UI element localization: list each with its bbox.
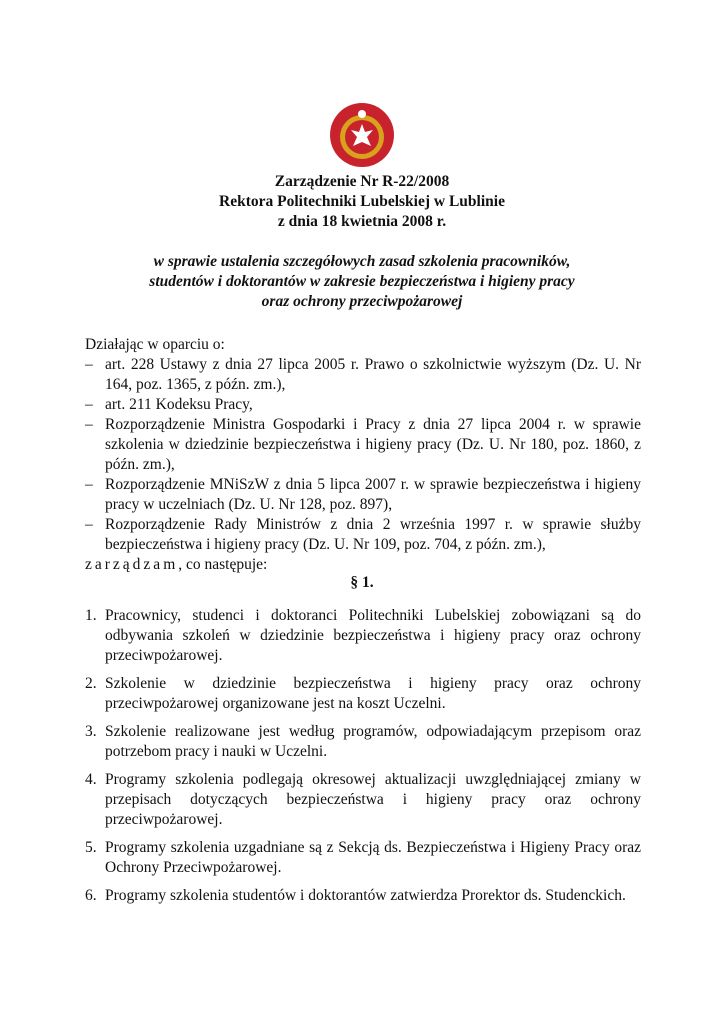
title-line-3: z dnia 18 kwietnia 2008 r. xyxy=(277,213,447,230)
point-text: Programy szkolenia studentów i doktorantów zatwierdza Prorektor ds. Studenckich. xyxy=(105,887,626,904)
basis-text: Rozporządzenie MNiSzW z dnia 5 lipca 2007 r. w sprawie bezpieczeństwa i higieny pracy w uczelniach (Dz. U. Nr 128, poz. 897), xyxy=(105,476,641,513)
list-item: 2. Szkolenie w dziedzinie bezpieczeństwa i higieny pracy oraz ochrony przeciwpożarowej organizowane jest na koszt Uczelni. xyxy=(85,675,641,712)
document-title xyxy=(0,172,724,232)
list-item: – art. 211 Kodeksu Pracy, xyxy=(85,396,253,413)
list-item: 6. Programy szkolenia studentów i doktorantów zatwierdza Prorektor ds. Studenckich. xyxy=(85,887,626,904)
basis-text: art. 228 Ustawy z dnia 27 lipca 2005 r. Prawo o szkolnictwie wyższym (Dz. U. Nr 164, poz. 1365, z późn. zm.), xyxy=(105,356,641,393)
points-list xyxy=(85,606,641,906)
basis-text: art. 211 Kodeksu Pracy, xyxy=(105,396,253,413)
list-item: 4. Programy szkolenia podlegają okresowej aktualizacji uwzględniającej zmiany w przepisach dotyczących bezpieczeństwa i higieny pracy oraz ochrony przeciwpożarowej. xyxy=(85,771,641,828)
university-emblem-icon xyxy=(329,102,395,168)
subject-line-3: oraz ochrony przeciwpożarowej xyxy=(261,293,463,310)
order-rest: , co następuje: xyxy=(178,556,268,573)
basis-text: Rozporządzenie Ministra Gospodarki i Pracy z dnia 27 lipca 2004 r. w sprawie szkolenia w dziedzinie bezpieczeństwa i higieny pracy (Dz. U. Nr 180, poz. 1860, z późn. zm.), xyxy=(105,416,641,473)
subject-line-1: w sprawie ustalenia szczegółowych zasad szkolenia pracowników, xyxy=(153,253,571,270)
order-line xyxy=(85,555,641,575)
list-item: – Rozporządzenie MNiSzW z dnia 5 lipca 2007 r. w sprawie bezpieczeństwa i higieny pracy w uczelniach (Dz. U. Nr 128, poz. 897), xyxy=(85,476,641,513)
title-line-1: Zarządzenie Nr R-22/2008 xyxy=(274,173,450,190)
title-line-2: Rektora Politechniki Lubelskiej w Lublinie xyxy=(219,193,505,210)
list-item: 3. Szkolenie realizowane jest według programów, odpowiadającym przepisom oraz potrzebom pracy i nauki w Uczelni. xyxy=(85,723,641,760)
order-word: zarządzam xyxy=(85,556,179,573)
point-text: Szkolenie w dziedzinie bezpieczeństwa i higieny pracy oraz ochrony przeciwpożarowej organizowane jest na koszt Uczelni. xyxy=(105,675,641,712)
intro-text: Działając w oparciu o: xyxy=(85,336,225,353)
point-text: Szkolenie realizowane jest według programów, odpowiadającym przepisom oraz potrzebom pracy i nauki w Uczelni. xyxy=(105,723,641,760)
subject-line-2: studentów i doktorantów w zakresie bezpieczeństwa i higieny pracy xyxy=(149,273,575,290)
point-text: Programy szkolenia podlegają okresowej aktualizacji uwzględniającej zmiany w przepisach dotyczących bezpieczeństwa i higieny pracy oraz ochrony przeciwpożarowej. xyxy=(105,771,641,828)
legal-basis xyxy=(85,335,641,575)
basis-list xyxy=(85,355,641,555)
section-heading: § 1. xyxy=(350,574,374,591)
section-points xyxy=(85,606,641,914)
list-item: 5. Programy szkolenia uzgadniane są z Sekcją ds. Bezpieczeństwa i Higieny Pracy oraz Ochrony Przeciwpożarowej. xyxy=(85,839,641,876)
basis-text: Rozporządzenie Rady Ministrów z dnia 2 września 1997 r. w sprawie służby bezpieczeństwa i higieny pracy (Dz. U. Nr 109, poz. 704, z późn. zm.), xyxy=(105,516,641,553)
list-item: 1. Pracownicy, studenci i doktoranci Politechniki Lubelskiej zobowiązani są do odbywania szkoleń w dziedzinie bezpieczeństwa i higieny pracy oraz ochrony przeciwpożarowej. xyxy=(85,607,641,664)
document-subject xyxy=(0,252,724,312)
list-item: – Rozporządzenie Rady Ministrów z dnia 2 września 1997 r. w sprawie służby bezpieczeństwa i higieny pracy (Dz. U. Nr 109, poz. 704, z późn. zm.), xyxy=(85,516,641,553)
point-text: Programy szkolenia uzgadniane są z Sekcją ds. Bezpieczeństwa i Higieny Pracy oraz Ochrony Przeciwpożarowej. xyxy=(105,839,641,876)
list-item: – art. 228 Ustawy z dnia 27 lipca 2005 r. Prawo o szkolnictwie wyższym (Dz. U. Nr 164, poz. 1365, z późn. zm.), xyxy=(85,356,641,393)
list-item: – Rozporządzenie Ministra Gospodarki i Pracy z dnia 27 lipca 2004 r. w sprawie szkolenia w dziedzinie bezpieczeństwa i higieny pracy (Dz. U. Nr 180, poz. 1860, z późn. zm.), xyxy=(85,416,641,473)
point-text: Pracownicy, studenci i doktoranci Politechniki Lubelskiej zobowiązani są do odbywania szkoleń w dziedzinie bezpieczeństwa i higieny pracy oraz ochrony przeciwpożarowej. xyxy=(105,607,641,664)
